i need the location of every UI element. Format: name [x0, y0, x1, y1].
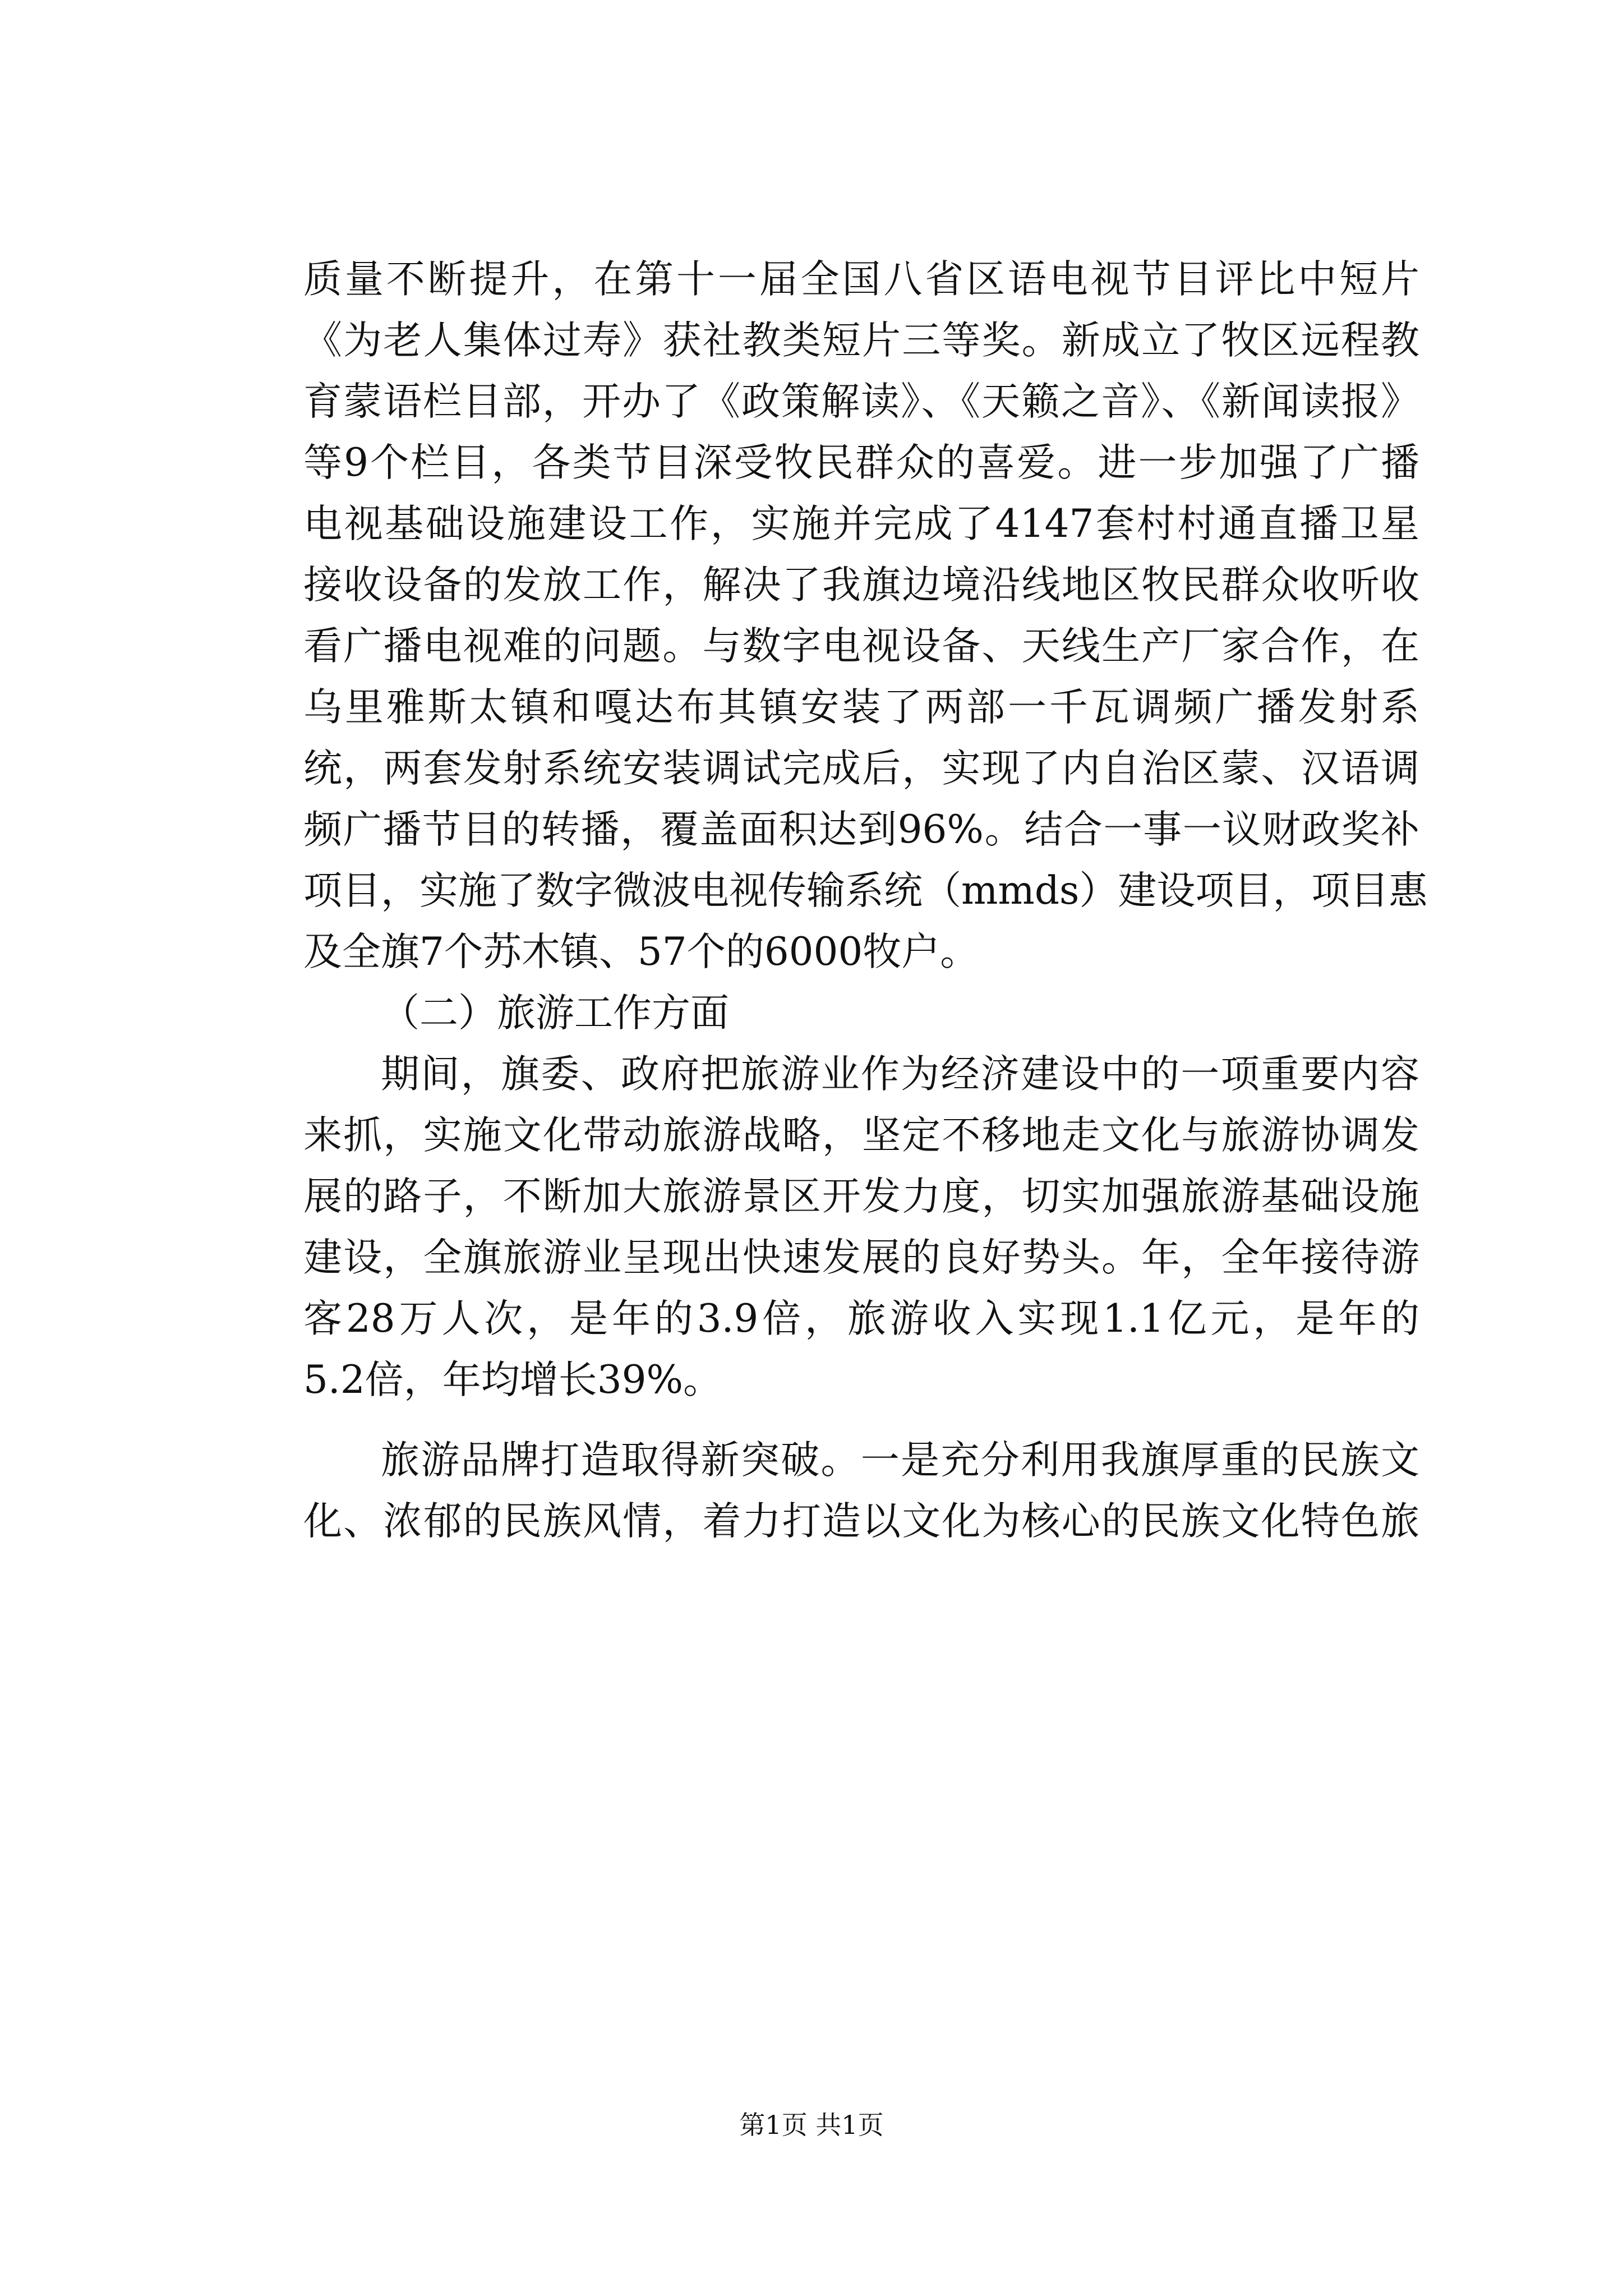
paragraph-line: 及全旗7个苏木镇、57个的6000牧户。	[303, 930, 979, 974]
paragraph-line: 化、浓郁的民族风情，着力打造以文化为核心的民族文化特色旅	[303, 1499, 1419, 1544]
page-number-label: 第1页 共1页	[739, 2110, 884, 2140]
paragraph-line: 质量不断提升，在第十一届全国八省区语电视节目评比中短片	[303, 257, 1419, 302]
paragraph-line: 建设，全旗旅游业呈现出快速发展的良好势头。年，全年接待游	[303, 1235, 1419, 1280]
paragraph-line: 育蒙语栏目部，开办了《政策解读》、《天籁之音》、《新闻读报》	[303, 379, 1419, 424]
paragraph-line: 旅游品牌打造取得新突破。一是充分利用我旗厚重的民族文	[381, 1438, 1419, 1483]
paragraph-line: 来抓，实施文化带动旅游战略，坚定不移地走文化与旅游协调发	[303, 1113, 1419, 1158]
paragraph-line: 看广播电视难的问题。与数字电视设备、天线生产厂家合作，在	[303, 624, 1419, 669]
paragraph-line: 展的路子，不断加大旅游景区开发力度，切实加强旅游基础设施	[303, 1174, 1419, 1219]
page-footer	[0, 2108, 1623, 2142]
section-heading: （二）旅游工作方面	[381, 991, 729, 1036]
paragraph-line: 频广播节目的转播，覆盖面积达到96%。结合一事一议财政奖补	[303, 807, 1419, 852]
document-body	[303, 249, 1428, 1552]
paragraph-line: 统，两套发射系统安装调试完成后，实现了内自治区蒙、汉语调	[303, 746, 1419, 791]
paragraph-line: 接收设备的发放工作，解决了我旗边境沿线地区牧民群众收听收	[303, 563, 1419, 608]
paragraph-line: 期间，旗委、政府把旅游业作为经济建设中的一项重要内容	[381, 1052, 1419, 1097]
paragraph-line: 5.2倍，年均增长39%。	[303, 1358, 722, 1402]
paragraph-line: 项目，实施了数字微波电视传输系统（mmds）建设项目，项目惠	[303, 868, 1428, 913]
paragraph-line: 《为老人集体过寿》获社教类短片三等奖。新成立了牧区远程教	[303, 318, 1419, 363]
paragraph-line: 客28万人次，是年的3.9倍，旅游收入实现1.1亿元，是年的	[303, 1296, 1419, 1341]
paragraph-line: 等9个栏目，各类节目深受牧民群众的喜爱。进一步加强了广播	[303, 440, 1419, 485]
paragraph-line: 乌里雅斯太镇和嘎达布其镇安装了两部一千瓦调频广播发射系	[303, 685, 1419, 730]
paragraph-line: 电视基础设施建设工作，实施并完成了4147套村村通直播卫星	[303, 501, 1419, 546]
